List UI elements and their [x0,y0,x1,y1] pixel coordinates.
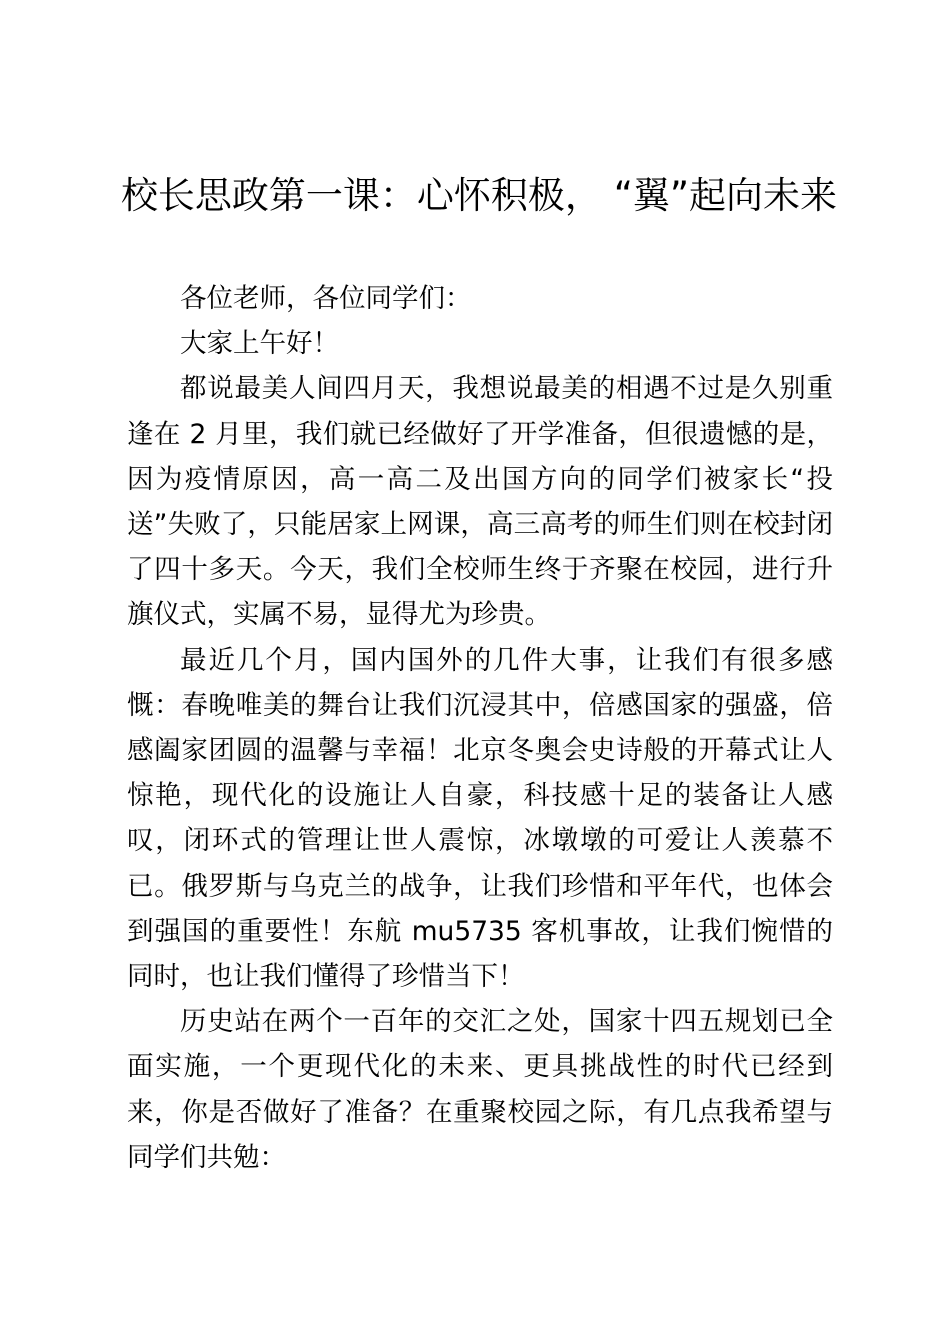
greeting-line: 各位老师，各位同学们： [180,283,472,314]
paragraph-3: 历史站在两个一百年的交汇之处，国家十四五规划已全面实施，一个更现代化的未来、更具挑战性的时代已经到来，你是否做好了准备？在重聚校园之际，有几点我希望与同学们共勉： [127,1006,833,1173]
paragraph-2: 最近几个月，国内国外的几件大事，让我们有很多感慨：春晚唯美的舞台让我们沉浸其中，倍感国家的强盛，倍感阖家团圆的温馨与幸福！北京冬奥会史诗般的开幕式让人惊艳，现代化的设施让人自豪，科技感十足的装备让人感叹，闭环式的管理让世人震惊，冰墩墩的可爱让人羡慕不已。俄罗斯与乌克兰的战争，让我们珍惜和平年代，也体会到强国的重要性！东航 mu5735 客机事故，让我们惋惜的同时，也让我们懂得了珍惜当下！ [127,644,833,993]
page-title: 校长思政第一课：心怀积极， “翼”起向未来 [120,174,838,217]
document-body [127,276,833,1180]
salutation-line: 大家上午好！ [180,328,339,360]
paragraph-1: 都说最美人间四月天，我想说最美的相遇不过是久别重逢在 2 月里，我们就已经做好了开学准备，但很遗憾的是，因为疫情原因，高一高二及出国方向的同学们被家长“投送”失败了，只能居家上网课，高三高考的师生们则在校封闭了四十多天。今天，我们全校师生终于齐聚在校园，进行升旗仪式，实属不易，显得尤为珍贵。 [127,373,833,631]
